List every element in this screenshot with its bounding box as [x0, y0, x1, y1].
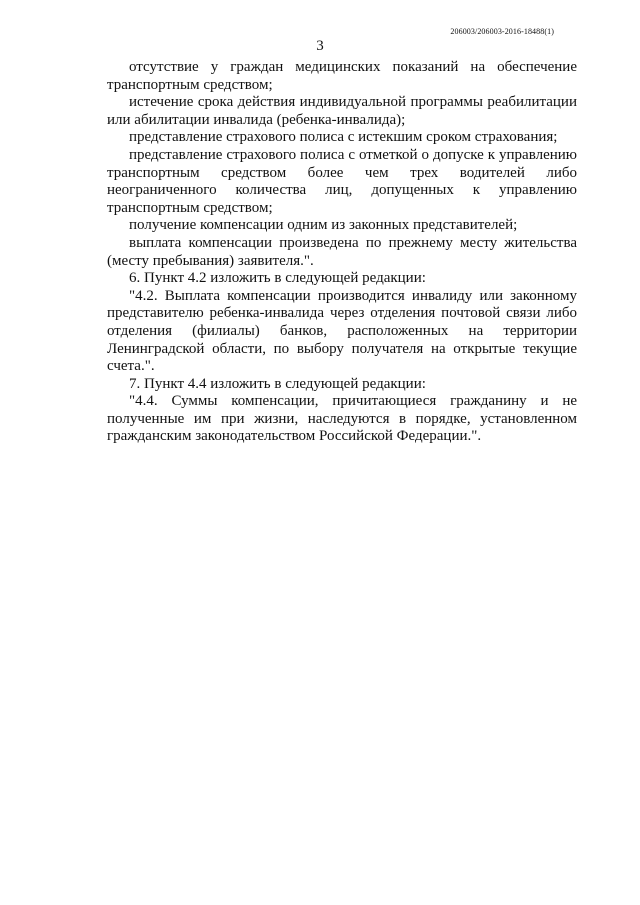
- paragraph-previous-residence: выплата компенсации произведена по прежнему месту жительства (месту пребывания) заявителя.".: [107, 234, 577, 269]
- paragraph-item-6-heading: 6. Пункт 4.2 изложить в следующей редакции:: [129, 270, 426, 287]
- paragraph-clause-4-2: "4.2. Выплата компенсации производится инвалиду или законному представителю ребенка-инвалида через отделения почтовой связи либо отделения (филиалы) банков, расположенных на территории Ленинградской области, по выбору получателя на открытые текущие счета.".: [107, 287, 577, 375]
- paragraph-legal-representative: получение компенсации одним из законных представителей;: [129, 217, 518, 234]
- document-body: [107, 59, 577, 446]
- document-id: 206003/206003-2016-18488(1): [450, 27, 554, 36]
- page-number: 3: [316, 38, 324, 54]
- paragraph-expired-policy: представление страхового полиса с истекшим сроком страхования;: [129, 129, 558, 146]
- paragraph-no-medical-indications: отсутствие у граждан медицинских показаний на обеспечение транспортным средством;: [107, 59, 577, 93]
- paragraph-clause-4-4: "4.4. Суммы компенсации, причитающиеся гражданину и не полученные им при жизни, наследуются в порядке, установленном гражданским законодательством Российской Федерации.".: [107, 393, 577, 445]
- paragraph-policy-drivers: представление страхового полиса с отметкой о допуске к управлению транспортным средством более чем трех водителей либо неограниченного количества лиц, допущенных к управлению транспортным средством;: [107, 146, 577, 216]
- paragraph-program-expired: истечение срока действия индивидуальной программы реабилитации или абилитации инвалида (ребенка-инвалида);: [107, 94, 577, 128]
- paragraph-item-7-heading: 7. Пункт 4.4 изложить в следующей редакции:: [129, 375, 426, 392]
